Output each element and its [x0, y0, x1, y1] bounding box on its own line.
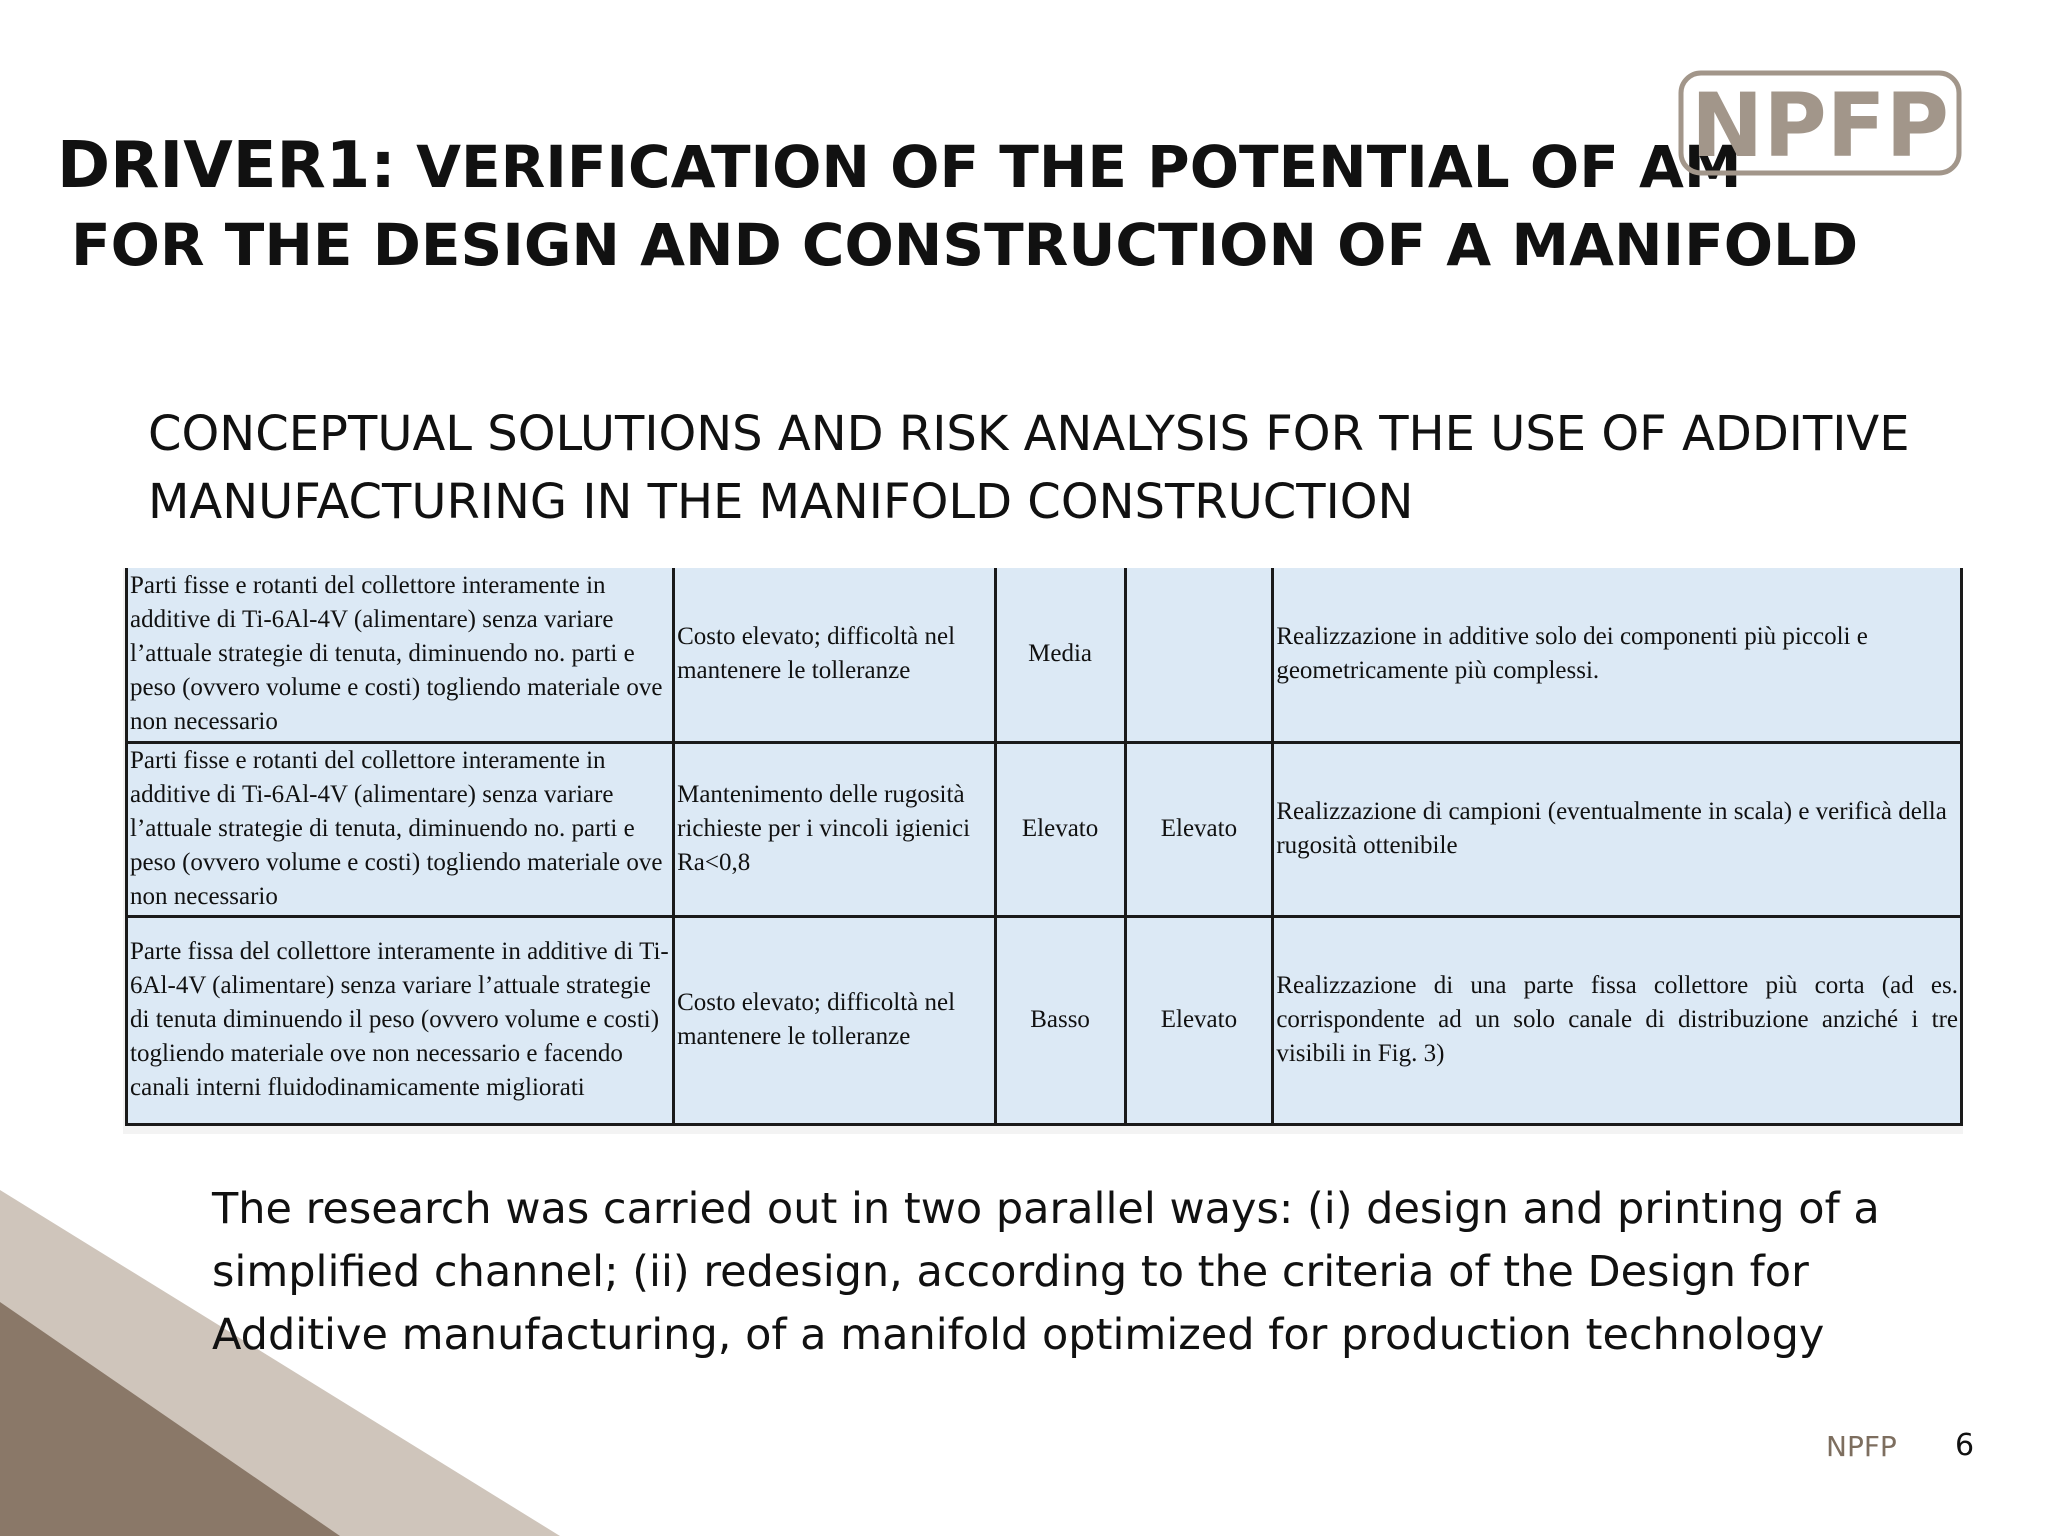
title-line-2: FOR THE DESIGN AND CONSTRUCTION OF A MANIFOLD — [71, 211, 1859, 279]
slide-subtitle: CONCEPTUAL SOLUTIONS AND RISK ANALYSIS FOR THE USE OF ADDITIVE MANUFACTURING IN THE MANIFOLD CONSTRUCTION — [148, 406, 1910, 530]
probability-cell: Media — [995, 568, 1125, 742]
impact-cell — [1125, 568, 1273, 742]
probability-cell: Basso — [995, 916, 1125, 1124]
risk-analysis-table — [125, 568, 1963, 1126]
table-row — [127, 742, 1962, 916]
mitigation-cell: Realizzazione di campioni (eventualmente in scala) e verificà della rugosità ottenibile — [1273, 742, 1962, 916]
solution-cell: Parte fissa del collettore interamente in additive di Ti-6Al-4V (alimentare) senza variare l’attuale strategie di tenuta diminuendo il peso (ovvero volume e costi) togliendo materiale ove non necessario e facendo canali interni fluidodinamicamente migliorati — [127, 916, 674, 1124]
risk-cell: Costo elevato; difficoltà nel mantenere le tolleranze — [674, 916, 996, 1124]
npfp-logo — [1678, 70, 1962, 176]
table-row — [127, 568, 1962, 742]
mitigation-cell: Realizzazione in additive solo dei componenti più piccoli e geometricamente più complessi. — [1273, 568, 1962, 742]
risk-table-container — [123, 568, 1963, 1134]
impact-cell: Elevato — [1125, 916, 1273, 1124]
title-rest: VERIFICATION OF THE POTENTIAL OF AM — [395, 133, 1742, 201]
risk-cell: Mantenimento delle rugosità richieste per i vincoli igienici Ra<0,8 — [674, 742, 996, 916]
table-row — [127, 916, 1962, 1124]
impact-cell: Elevato — [1125, 742, 1273, 916]
risk-cell: Costo elevato; difficoltà nel mantenere le tolleranze — [674, 568, 996, 742]
logo-text: NPFP — [1691, 74, 1949, 176]
title-lead: DRIVER1: — [57, 129, 396, 203]
probability-cell: Elevato — [995, 742, 1125, 916]
solution-cell: Parti fisse e rotanti del collettore interamente in additive di Ti-6Al-4V (alimentare) senza variare l’attuale strategie di tenuta, diminuendo no. parti e peso (ovvero volume e costi) togliendo materiale ove non necessario — [127, 742, 674, 916]
slide-title — [57, 128, 1858, 285]
mitigation-cell: Realizzazione di una parte fissa collettore più corta (ad es. corrispondente ad un solo canale di distribuzione anziché i tre visibili in Fig. 3) — [1273, 916, 1962, 1124]
title-line-1 — [57, 128, 1858, 205]
page-number: 6 — [1955, 1428, 1975, 1463]
solution-cell: Parti fisse e rotanti del collettore interamente in additive di Ti-6Al-4V (alimentare) senza variare l’attuale strategie di tenuta, diminuendo no. parti e peso (ovvero volume e costi) togliendo materiale ove non necessario — [127, 568, 674, 742]
footer-brand: NPFP — [1826, 1430, 1897, 1463]
body-paragraph: The research was carried out in two parallel ways: (i) design and printing of a simplified channel; (ii) redesign, according to the criteria of the Design for Additive manufacturing, of a manifold optimized for production technology — [212, 1184, 1880, 1360]
